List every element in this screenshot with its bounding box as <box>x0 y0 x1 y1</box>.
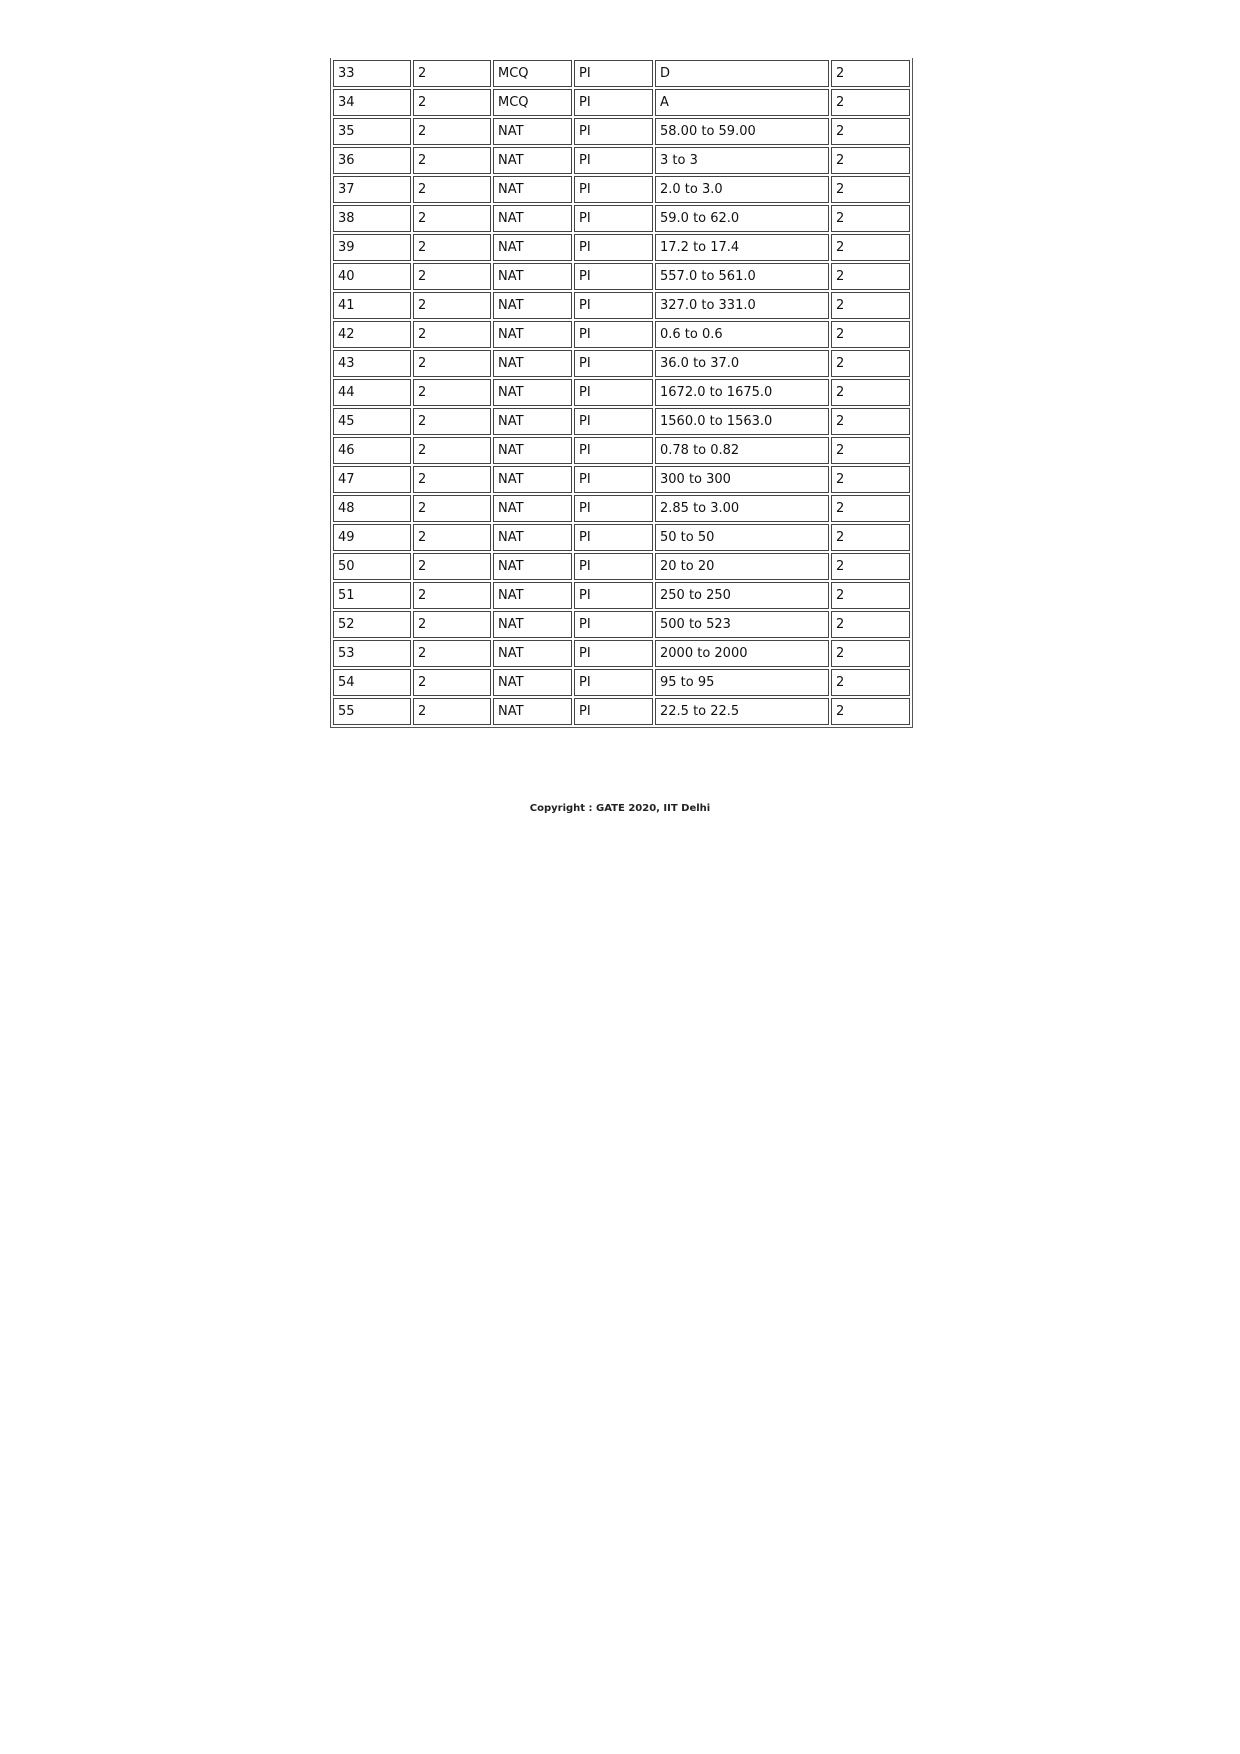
session-cell: 2 <box>413 698 491 725</box>
question-type-cell: NAT <box>493 582 572 609</box>
session-cell: 2 <box>413 118 491 145</box>
answer-key-rows <box>333 60 910 725</box>
session-cell: 2 <box>413 350 491 377</box>
table-row <box>333 176 910 203</box>
question-type-cell: NAT <box>493 379 572 406</box>
session-cell: 2 <box>413 524 491 551</box>
section-cell: PI <box>574 292 653 319</box>
section-cell: PI <box>574 466 653 493</box>
question-number-cell: 40 <box>333 263 411 290</box>
table-row <box>333 147 910 174</box>
section-cell: PI <box>574 640 653 667</box>
question-type-cell: NAT <box>493 408 572 435</box>
table-row <box>333 205 910 232</box>
section-cell: PI <box>574 611 653 638</box>
session-cell: 2 <box>413 176 491 203</box>
section-cell: PI <box>574 321 653 348</box>
session-cell: 2 <box>413 582 491 609</box>
question-number-cell: 35 <box>333 118 411 145</box>
answer-key-cell: 2000 to 2000 <box>655 640 829 667</box>
question-type-cell: NAT <box>493 698 572 725</box>
question-number-cell: 51 <box>333 582 411 609</box>
section-cell: PI <box>574 524 653 551</box>
section-cell: PI <box>574 379 653 406</box>
question-type-cell: NAT <box>493 263 572 290</box>
table-row <box>333 234 910 261</box>
session-cell: 2 <box>413 408 491 435</box>
table-row <box>333 321 910 348</box>
table-row <box>333 553 910 580</box>
question-number-cell: 41 <box>333 292 411 319</box>
table-row <box>333 611 910 638</box>
session-cell: 2 <box>413 205 491 232</box>
question-type-cell: NAT <box>493 553 572 580</box>
section-cell: PI <box>574 263 653 290</box>
marks-cell: 2 <box>831 437 910 464</box>
section-cell: PI <box>574 147 653 174</box>
question-type-cell: MCQ <box>493 60 572 87</box>
answer-key-cell: 557.0 to 561.0 <box>655 263 829 290</box>
question-number-cell: 36 <box>333 147 411 174</box>
question-number-cell: 47 <box>333 466 411 493</box>
question-number-cell: 42 <box>333 321 411 348</box>
section-cell: PI <box>574 582 653 609</box>
question-type-cell: NAT <box>493 350 572 377</box>
table-row <box>333 640 910 667</box>
question-number-cell: 54 <box>333 669 411 696</box>
section-cell: PI <box>574 205 653 232</box>
question-number-cell: 37 <box>333 176 411 203</box>
table-row <box>333 89 910 116</box>
marks-cell: 2 <box>831 669 910 696</box>
marks-cell: 2 <box>831 234 910 261</box>
answer-key-cell: 1672.0 to 1675.0 <box>655 379 829 406</box>
question-number-cell: 46 <box>333 437 411 464</box>
answer-key-cell: 1560.0 to 1563.0 <box>655 408 829 435</box>
question-type-cell: MCQ <box>493 89 572 116</box>
question-number-cell: 45 <box>333 408 411 435</box>
session-cell: 2 <box>413 379 491 406</box>
question-type-cell: NAT <box>493 147 572 174</box>
marks-cell: 2 <box>831 698 910 725</box>
answer-key-cell: A <box>655 89 829 116</box>
session-cell: 2 <box>413 553 491 580</box>
table-row <box>333 292 910 319</box>
question-type-cell: NAT <box>493 205 572 232</box>
answer-key-cell: 3 to 3 <box>655 147 829 174</box>
marks-cell: 2 <box>831 582 910 609</box>
question-type-cell: NAT <box>493 495 572 522</box>
answer-key-cell: 2.0 to 3.0 <box>655 176 829 203</box>
session-cell: 2 <box>413 263 491 290</box>
question-type-cell: NAT <box>493 524 572 551</box>
answer-key-cell: 50 to 50 <box>655 524 829 551</box>
answer-key-cell: 0.6 to 0.6 <box>655 321 829 348</box>
answer-key-cell: 59.0 to 62.0 <box>655 205 829 232</box>
question-number-cell: 44 <box>333 379 411 406</box>
table-row <box>333 495 910 522</box>
marks-cell: 2 <box>831 553 910 580</box>
question-number-cell: 33 <box>333 60 411 87</box>
question-type-cell: NAT <box>493 176 572 203</box>
section-cell: PI <box>574 234 653 261</box>
marks-cell: 2 <box>831 408 910 435</box>
table-row <box>333 118 910 145</box>
table-row <box>333 466 910 493</box>
answer-key-cell: 20 to 20 <box>655 553 829 580</box>
marks-cell: 2 <box>831 321 910 348</box>
session-cell: 2 <box>413 147 491 174</box>
marks-cell: 2 <box>831 379 910 406</box>
answer-key-cell: 300 to 300 <box>655 466 829 493</box>
table-row <box>333 60 910 87</box>
section-cell: PI <box>574 60 653 87</box>
session-cell: 2 <box>413 611 491 638</box>
marks-cell: 2 <box>831 640 910 667</box>
table-row <box>333 524 910 551</box>
session-cell: 2 <box>413 669 491 696</box>
section-cell: PI <box>574 176 653 203</box>
question-number-cell: 43 <box>333 350 411 377</box>
answer-key-cell: 250 to 250 <box>655 582 829 609</box>
answer-key-cell: 17.2 to 17.4 <box>655 234 829 261</box>
section-cell: PI <box>574 350 653 377</box>
question-number-cell: 34 <box>333 89 411 116</box>
marks-cell: 2 <box>831 263 910 290</box>
marks-cell: 2 <box>831 524 910 551</box>
marks-cell: 2 <box>831 292 910 319</box>
section-cell: PI <box>574 437 653 464</box>
question-type-cell: NAT <box>493 321 572 348</box>
marks-cell: 2 <box>831 466 910 493</box>
question-number-cell: 53 <box>333 640 411 667</box>
answer-key-cell: 327.0 to 331.0 <box>655 292 829 319</box>
table-row <box>333 350 910 377</box>
marks-cell: 2 <box>831 176 910 203</box>
table-row <box>333 408 910 435</box>
session-cell: 2 <box>413 466 491 493</box>
answer-key-cell: 36.0 to 37.0 <box>655 350 829 377</box>
answer-key-cell: 2.85 to 3.00 <box>655 495 829 522</box>
question-type-cell: NAT <box>493 437 572 464</box>
table-row <box>333 379 910 406</box>
answer-key-cell: D <box>655 60 829 87</box>
question-type-cell: NAT <box>493 466 572 493</box>
session-cell: 2 <box>413 89 491 116</box>
question-number-cell: 38 <box>333 205 411 232</box>
marks-cell: 2 <box>831 350 910 377</box>
session-cell: 2 <box>413 321 491 348</box>
question-type-cell: NAT <box>493 611 572 638</box>
question-type-cell: NAT <box>493 640 572 667</box>
question-number-cell: 55 <box>333 698 411 725</box>
answer-key-cell: 0.78 to 0.82 <box>655 437 829 464</box>
marks-cell: 2 <box>831 147 910 174</box>
marks-cell: 2 <box>831 205 910 232</box>
section-cell: PI <box>574 698 653 725</box>
question-type-cell: NAT <box>493 118 572 145</box>
marks-cell: 2 <box>831 60 910 87</box>
session-cell: 2 <box>413 292 491 319</box>
answer-key-cell: 22.5 to 22.5 <box>655 698 829 725</box>
answer-key-table <box>330 58 913 728</box>
section-cell: PI <box>574 495 653 522</box>
section-cell: PI <box>574 408 653 435</box>
question-number-cell: 52 <box>333 611 411 638</box>
marks-cell: 2 <box>831 118 910 145</box>
table-row <box>333 669 910 696</box>
section-cell: PI <box>574 553 653 580</box>
question-number-cell: 48 <box>333 495 411 522</box>
question-number-cell: 49 <box>333 524 411 551</box>
table-row <box>333 263 910 290</box>
table-row <box>333 698 910 725</box>
answer-key-cell: 58.00 to 59.00 <box>655 118 829 145</box>
session-cell: 2 <box>413 234 491 261</box>
marks-cell: 2 <box>831 611 910 638</box>
copyright-notice: Copyright : GATE 2020, IIT Delhi <box>529 803 711 814</box>
question-type-cell: NAT <box>493 234 572 261</box>
section-cell: PI <box>574 669 653 696</box>
section-cell: PI <box>574 89 653 116</box>
marks-cell: 2 <box>831 495 910 522</box>
question-number-cell: 39 <box>333 234 411 261</box>
answer-key-cell: 500 to 523 <box>655 611 829 638</box>
question-number-cell: 50 <box>333 553 411 580</box>
question-type-cell: NAT <box>493 669 572 696</box>
session-cell: 2 <box>413 495 491 522</box>
question-type-cell: NAT <box>493 292 572 319</box>
session-cell: 2 <box>413 437 491 464</box>
table-row <box>333 437 910 464</box>
session-cell: 2 <box>413 640 491 667</box>
section-cell: PI <box>574 118 653 145</box>
session-cell: 2 <box>413 60 491 87</box>
marks-cell: 2 <box>831 89 910 116</box>
answer-key-cell: 95 to 95 <box>655 669 829 696</box>
table-row <box>333 582 910 609</box>
